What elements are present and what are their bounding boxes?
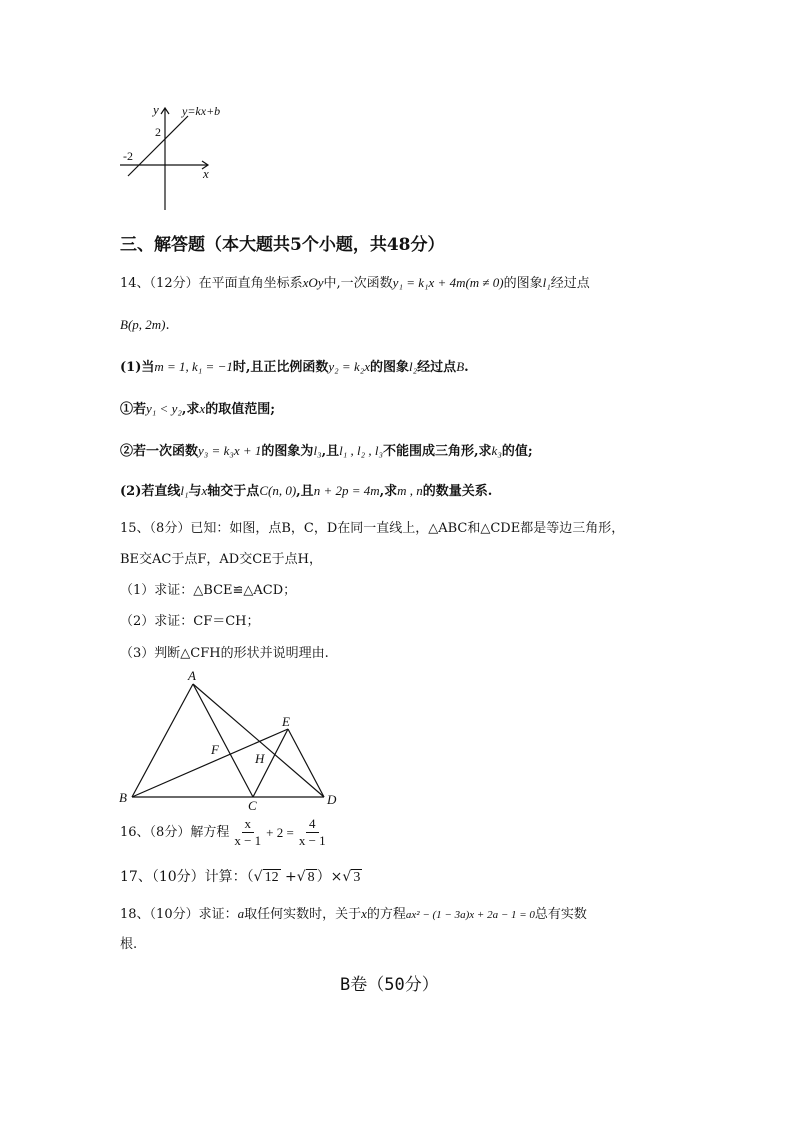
q15-part2: （2）求证：CF＝CH； xyxy=(120,614,260,629)
q16-num1: x xyxy=(242,816,255,833)
q14-mid: 中,一次函数 xyxy=(323,276,393,291)
x-axis-label: x xyxy=(203,166,209,181)
label-E: E xyxy=(282,714,290,729)
q14-part2-l1: l₁ xyxy=(180,483,189,498)
q14-sub2-tail: 的值; xyxy=(501,444,533,459)
q18-mid: 取任何实数时，关于 xyxy=(244,907,362,922)
q14-part2-x: x xyxy=(201,483,208,498)
q18-x: x xyxy=(361,906,367,921)
q14-tail: 的图象 xyxy=(503,276,543,291)
q17-plus: + xyxy=(285,869,297,885)
q18-mid2: 的方程 xyxy=(366,907,406,922)
q14-part1-func: y₂ = k₂x xyxy=(328,359,371,374)
q16-fraction1 xyxy=(231,816,264,849)
label-F: F xyxy=(211,742,219,757)
q14-line1 xyxy=(120,274,590,293)
linear-function-graph xyxy=(110,98,250,218)
q16 xyxy=(120,816,331,849)
q14-sub2-l3: l₃ xyxy=(313,443,322,458)
q14-part1-end: . xyxy=(464,360,469,375)
label-C: C xyxy=(248,798,257,813)
q18-a: a xyxy=(237,906,245,921)
q14-sub2-mid3: 不能围成三角形,求 xyxy=(383,444,492,459)
q16-plus: + 2 = xyxy=(266,824,294,840)
label-A: A xyxy=(188,668,196,683)
q14-period: . xyxy=(165,318,170,333)
q15-line1: 15、（8分）已知：如图，点B，C，D在同一直线上，△ABC和△CDE都是等边三角形， xyxy=(120,521,625,536)
q17-close: ）× xyxy=(316,869,343,885)
q14-part1-cond: m = 1, k₁ = −1 xyxy=(154,359,233,374)
q14-part2-C: C(n, 0) xyxy=(259,483,297,498)
q14-sub2-func: y₃ = k₃x + 1 xyxy=(198,443,262,458)
q14-part2-tail: 的数量关系. xyxy=(422,484,493,499)
q14-header: 14、（12分）在平面直角坐标系 xyxy=(120,276,303,291)
q15-part3: （3）判断△CFH的形状并说明理由. xyxy=(120,646,329,661)
q14-sub1-x: x xyxy=(199,401,206,416)
q14-line2 xyxy=(120,316,170,335)
q14-sub1-tail: 的取值范围; xyxy=(205,402,275,417)
q14-sub1-ineq: y₁ < y₂ xyxy=(146,401,182,416)
q14-part2-prefix: (2)若直线 xyxy=(120,484,181,499)
q14-sub2-prefix: ②若一次函数 xyxy=(120,444,199,459)
q18-line1 xyxy=(120,905,587,924)
q14-part1-prefix: (1)当 xyxy=(120,360,155,375)
segment-AC xyxy=(193,684,253,797)
q16-den1: x − 1 xyxy=(234,833,262,848)
q14-part2-mn: m , n xyxy=(397,483,423,498)
q14-sub1-prefix: ①若 xyxy=(120,402,147,417)
q18-prefix: 18、（10分）求证： xyxy=(120,907,238,922)
q14-sub1 xyxy=(120,400,275,419)
segment-ED xyxy=(288,729,324,797)
q17-sqrt3: √ 3 xyxy=(342,869,361,885)
x-intercept-label: -2 xyxy=(123,149,133,163)
q14-part1-tail: 经过点 xyxy=(417,360,457,375)
section-three-title: 三、解答题（本大题共5个小题，共48分） xyxy=(120,235,445,255)
q16-num2: 4 xyxy=(306,816,319,833)
q15-line2: BE交AC于点F，AD交CE于点H， xyxy=(120,552,322,567)
q14-part2-mid4: ,求 xyxy=(379,484,398,499)
q14-plane: xOy xyxy=(302,275,324,290)
q17-sqrt8: √ 8 xyxy=(296,869,315,885)
q17-sqrt12: √ 12 xyxy=(253,869,279,885)
y-axis-label: y xyxy=(153,102,159,117)
q14-sub2-lines: l₁ , l₂ , l₃ xyxy=(339,443,384,458)
q14-sub2-k3: k₃ xyxy=(491,443,502,458)
section-b-title: B卷（50分） xyxy=(340,975,439,995)
y-intercept-label: 2 xyxy=(155,125,161,139)
triangles-figure xyxy=(110,666,350,814)
q16-prefix: 16、（8分）解方程 xyxy=(120,824,230,840)
q14-part2-eq: n + 2p = 4m xyxy=(313,483,380,498)
q14-part2-mid: 与 xyxy=(188,484,202,499)
label-D: D xyxy=(327,792,337,807)
label-B: B xyxy=(119,790,127,805)
function-label: y=kx+b xyxy=(182,104,221,118)
q17 xyxy=(120,868,362,887)
q14-part2-mid2: 轴交于点 xyxy=(207,484,260,499)
q16-den2: x − 1 xyxy=(298,833,326,848)
q14-part1-mid2: 的图象 xyxy=(370,360,410,375)
q14-part2-mid3: ,且 xyxy=(296,484,314,499)
q14-part2 xyxy=(120,482,492,501)
q14-part1 xyxy=(120,358,469,377)
q14-func: y₁ = k₁x + 4m(m ≠ 0) xyxy=(392,275,504,290)
q14-tail2: 经过点 xyxy=(550,276,590,291)
q14-sub2-mid: 的图象为 xyxy=(261,444,314,459)
q18-tail: 总有实数 xyxy=(534,907,587,922)
label-H: H xyxy=(255,751,265,766)
q18-equation: ax² − (1 − 3a)x + 2a − 1 = 0 xyxy=(405,909,535,921)
q16-fraction2 xyxy=(296,816,329,849)
q14-pointB: B(p, 2m) xyxy=(120,317,166,332)
q14-sub2 xyxy=(120,442,533,461)
segment-AB xyxy=(132,684,193,797)
q15-part1: （1）求证：△BCE≌△ACD； xyxy=(120,583,297,598)
q18-line2: 根. xyxy=(120,937,138,952)
segment-BE xyxy=(132,729,288,797)
segment-AD xyxy=(193,684,324,797)
q14-sub2-mid2: ,且 xyxy=(321,444,340,459)
q17-prefix: 17、（10分）计算：（ xyxy=(120,869,254,885)
q14-part1-B: B xyxy=(456,359,465,374)
q14-part1-l2: l₂ xyxy=(409,359,418,374)
q14-l1: l₁ xyxy=(542,275,551,290)
q14-sub1-mid: ,求 xyxy=(181,402,200,417)
q14-part1-mid: 时,且正比例函数 xyxy=(232,360,329,375)
